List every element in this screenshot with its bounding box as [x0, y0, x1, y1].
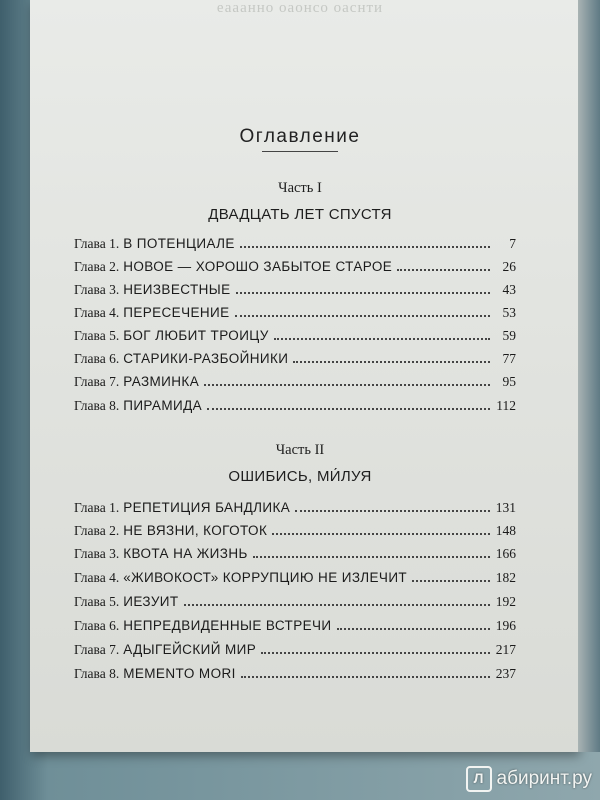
page-number: 112: [496, 398, 516, 413]
dot-leader: [397, 269, 490, 271]
chapter-number: Глава 6.: [74, 351, 120, 366]
dot-leader: [295, 510, 490, 512]
chapter-title: АДЫГЕЙСКИЙ МИР: [123, 642, 257, 657]
part-1-label: Часть I: [278, 180, 322, 196]
chapter-title: БОГ ЛЮБИТ ТРОИЦУ: [123, 328, 269, 343]
page-edge: [578, 0, 600, 752]
dot-leader: [204, 384, 490, 386]
toc-title: Оглавление: [239, 126, 361, 147]
chapter-title: РАЗМИНКА: [123, 374, 200, 389]
dot-leader: [253, 556, 490, 558]
toc-row[interactable]: [74, 594, 516, 614]
dot-leader: [261, 652, 490, 654]
chapter-title: НЕИЗВЕСТНЫЕ: [123, 282, 231, 297]
page-number: 166: [495, 546, 516, 561]
toc-row[interactable]: [74, 305, 516, 325]
page-number: 217: [495, 642, 516, 657]
part-2-name: ОШИБИСЬ, МИ́ЛУЯ: [228, 468, 372, 485]
chapter-number: Глава 2.: [74, 523, 120, 538]
page-number: 148: [495, 523, 516, 538]
chapter-title: «ЖИВОКОСТ» КОРРУПЦИЮ НЕ ИЗЛЕЧИТ: [123, 570, 408, 585]
page-number: 182: [495, 570, 516, 585]
chapter-title: MEMENTO MORI: [123, 666, 236, 681]
chapter-title: В ПОТЕНЦИАЛЕ: [123, 236, 235, 251]
site-watermark: [466, 766, 592, 792]
chapter-number: Глава 5.: [74, 594, 120, 609]
title-underline: [262, 151, 338, 152]
chapter-number: Глава 1.: [74, 500, 120, 515]
chapter-number: Глава 7.: [74, 642, 120, 657]
dot-leader: [184, 604, 490, 606]
dot-leader: [412, 580, 490, 582]
chapter-title: НЕ ВЯЗНИ, КОГОТОК: [123, 523, 268, 538]
dot-leader: [240, 246, 490, 248]
chapter-number: Глава 3.: [74, 546, 120, 561]
chapter-number: Глава 3.: [74, 282, 120, 297]
page-number: 196: [495, 618, 516, 633]
page-number: 7: [509, 236, 516, 251]
dot-leader: [337, 628, 491, 630]
toc-row[interactable]: [74, 236, 516, 256]
toc-row[interactable]: [74, 398, 516, 418]
page-number: 59: [502, 328, 516, 343]
chapter-number: Глава 8.: [74, 666, 120, 681]
page-number: 95: [502, 374, 516, 389]
page-number: 53: [502, 305, 516, 320]
page-number: 43: [502, 282, 516, 297]
chapter-number: Глава 8.: [74, 398, 120, 413]
toc-row[interactable]: [74, 570, 516, 590]
dot-leader: [235, 315, 490, 317]
chapter-title: РЕПЕТИЦИЯ БАНДЛИКА: [123, 500, 291, 515]
page-number: 26: [502, 259, 516, 274]
part-2-label: Часть II: [275, 442, 325, 458]
toc-row[interactable]: [74, 666, 516, 686]
chapter-title: ПИРАМИДА: [123, 398, 203, 413]
chapter-title: ИЕЗУИТ: [123, 594, 179, 609]
dot-leader: [274, 338, 490, 340]
chapter-title: КВОТА НА ЖИЗНЬ: [123, 546, 248, 561]
chapter-number: Глава 5.: [74, 328, 120, 343]
chapter-number: Глава 1.: [74, 236, 120, 251]
page-number: 131: [495, 500, 516, 515]
toc-row[interactable]: [74, 328, 516, 348]
toc-row[interactable]: [74, 500, 516, 520]
chapter-number: Глава 2.: [74, 259, 120, 274]
bleed-through-text: еааанно оаонсо оаснти: [216, 0, 384, 16]
toc-row[interactable]: [74, 523, 516, 543]
watermark-text: абиринт.ру: [496, 768, 592, 789]
page-number: 192: [495, 594, 516, 609]
dot-leader: [241, 676, 490, 678]
part-1-name: ДВАДЦАТЬ ЛЕТ СПУСТЯ: [208, 206, 392, 223]
chapter-number: Глава 6.: [74, 618, 120, 633]
toc-row[interactable]: [74, 642, 516, 662]
toc-row[interactable]: [74, 351, 516, 371]
dot-leader: [207, 408, 490, 410]
chapter-number: Глава 7.: [74, 374, 120, 389]
toc-row[interactable]: [74, 259, 516, 279]
toc-row[interactable]: [74, 282, 516, 302]
dot-leader: [293, 361, 490, 363]
page-number: 237: [495, 666, 516, 681]
dot-leader: [272, 533, 490, 535]
chapter-number: Глава 4.: [74, 305, 120, 320]
toc-row[interactable]: [74, 546, 516, 566]
toc-row[interactable]: [74, 374, 516, 394]
chapter-title: СТАРИКИ-РАЗБОЙНИКИ: [123, 351, 289, 366]
labirint-logo-icon: Л: [466, 766, 492, 792]
page-number: 77: [502, 351, 516, 366]
dot-leader: [236, 292, 491, 294]
chapter-number: Глава 4.: [74, 570, 120, 585]
chapter-title: НЕПРЕДВИДЕННЫЕ ВСТРЕЧИ: [123, 618, 332, 633]
toc-row[interactable]: [74, 618, 516, 638]
chapter-title: ПЕРЕСЕЧЕНИЕ: [123, 305, 230, 320]
chapter-title: НОВОЕ — ХОРОШО ЗАБЫТОЕ СТАРОЕ: [123, 259, 393, 274]
